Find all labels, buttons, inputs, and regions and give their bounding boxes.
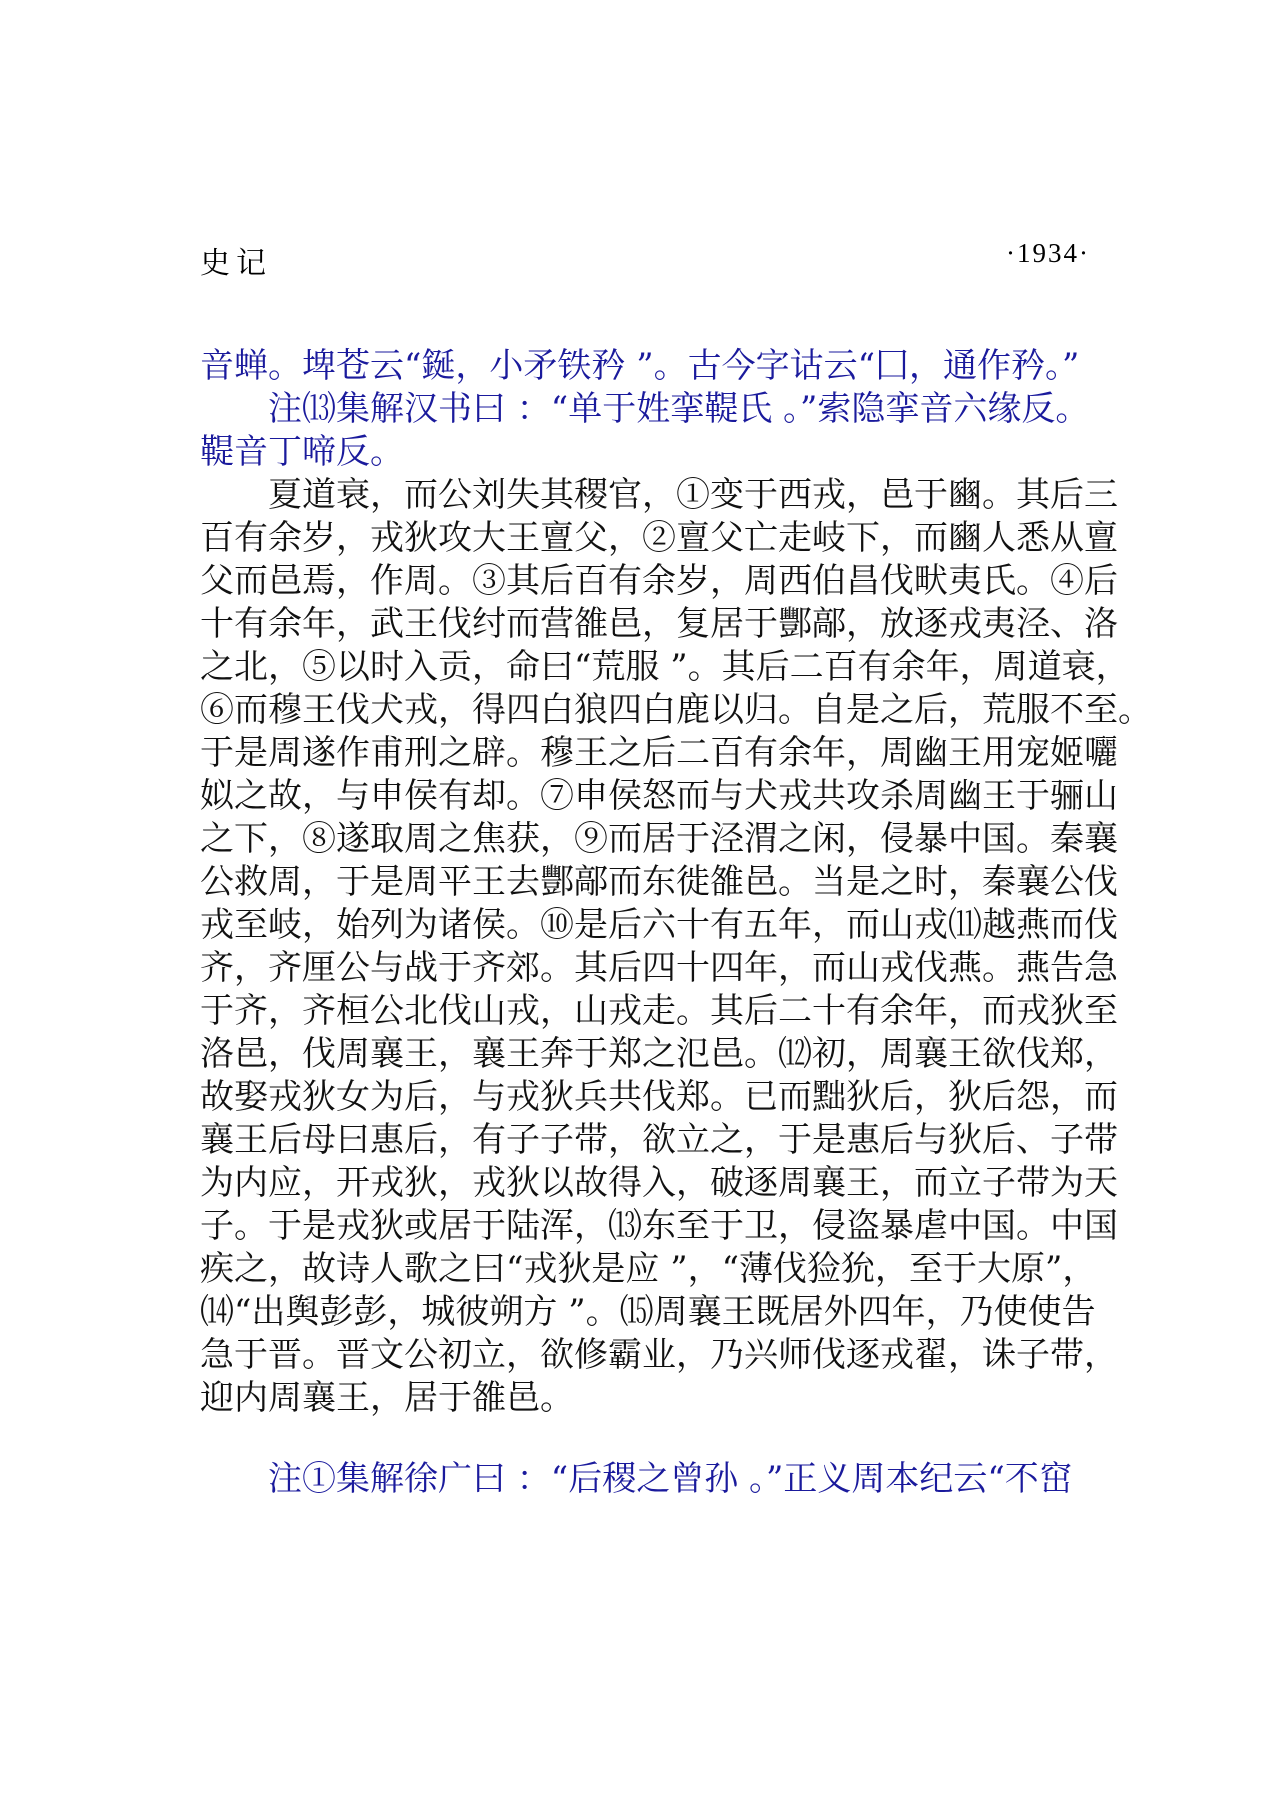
body-line: 之下，⑧遂取周之焦获，⑨而居于泾渭之闲，侵暴中国。秦襄 [200,819,1118,859]
body-line: 之北，⑤以时入贡，命曰“荒服 ”。其后二百有余年，周道衰， [200,647,1130,687]
body-line: ⒁“出舆彭彭，城彼朔方 ”。⒂周襄王既居外四年，乃使使告 [200,1292,1096,1332]
body-line: 迎内周襄王，居于雒邑。 [200,1378,574,1418]
note-line: 鞮音丁啼反。 [200,432,404,472]
body-line: 襄王后母曰惠后，有子子带，欲立之，于是惠后与狄后、子带 [200,1120,1118,1160]
body-line: 于是周遂作甫刑之辟。穆王之后二百有余年，周幽王用宠姬囇 [200,733,1118,773]
footnote-section [200,1458,1100,1501]
body-line: 疾之，故诗人歌之曰“戎狄是应 ”，“薄伐猃狁，至于大原”， [200,1249,1097,1289]
body-line: 公救周，于是周平王去酆鄗而东徙雒邑。当是之时，秦襄公伐 [200,862,1118,902]
body-line: 洛邑，伐周襄王，襄王奔于郑之氾邑。⑿初，周襄王欲伐郑， [200,1034,1118,1074]
body-line: 戎至岐，始列为诸侯。⑩是后六十有五年，而山戎⑾越燕而伐 [200,905,1118,945]
body-line: 急于晋。晋文公初立，欲修霸业，乃兴师伐逐戎翟，诛子带， [200,1335,1118,1375]
body-line: 十有余年，武王伐纣而营雒邑，复居于酆鄗，放逐戎夷泾、洛 [200,604,1118,644]
body-line: 子。于是戎狄或居于陆浑，⒀东至于卫，侵盗暴虐中国。中国 [200,1206,1118,1246]
body-line: 故娶戎狄女为后，与戎狄兵共伐郑。已而黜狄后，狄后怨，而 [200,1077,1118,1117]
body-line: 父而邑焉，作周。③其后百有余岁，周西伯昌伐畎夷氏。④后 [200,561,1118,601]
page-number: ·1934· [1006,238,1090,268]
body-line: ⑥而穆王伐犬戎，得四白狼四白鹿以归。自是之后，荒服不至。 [200,690,1152,730]
body-line: 为内应，开戎狄，戎狄以故得入，破逐周襄王，而立子带为天 [200,1163,1118,1203]
book-title: 史记 [200,246,272,281]
page-header [200,238,1090,281]
note-line: 音蝉。埤苍云“鋋，小矛铁矜 ”。古今字诂云“囗，通作矜。” [200,346,1080,386]
body-line: 齐，齐厘公与战于齐郊。其后四十四年，而山戎伐燕。燕告急 [200,948,1118,988]
page-content [200,345,1152,1420]
body-line: 姒之故，与申侯有却。⑦申侯怒而与犬戎共攻杀周幽王于骊山 [200,776,1118,816]
body-line: 于齐，齐桓公北伐山戎，山戎走。其后二十有余年，而戎狄至 [200,991,1118,1031]
body-line: 百有余岁，戎狄攻大王亶父，②亶父亡走岐下，而豳人悉从亶 [200,518,1118,558]
note-line: 注⒀集解汉书曰 ：“单于姓挛鞮氏 。”索隐挛音六缘反。 [268,389,1090,429]
body-line: 夏道衰，而公刘失其稷官，①变于西戎，邑于豳。其后三 [268,475,1118,515]
note-line: 注①集解徐广曰 ：“后稷之曾孙 。”正义周本纪云“不窋 [268,1459,1073,1499]
